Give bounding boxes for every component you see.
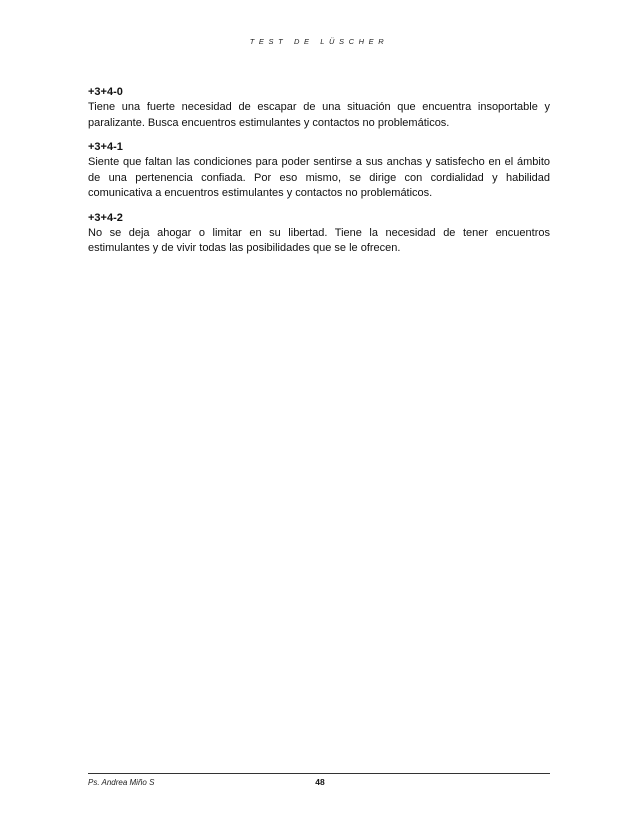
running-header: TEST DE LÜSCHER: [249, 37, 389, 46]
entry-block: [88, 141, 550, 202]
entry-block: [88, 86, 550, 131]
entry-code: +3+4-1: [88, 141, 123, 153]
entry-text: Siente que faltan las condiciones para poder sentirse a sus anchas y satisfecho en el ámbito de una pertenencia confiada. Por eso mismo, se dirige con cordialidad y habilidad comunicativa a encuentros estimulantes y contactos no problemáticos.: [88, 156, 550, 199]
footer-author: Ps. Andrea Miño S: [88, 778, 155, 787]
footer-divider: [88, 773, 550, 774]
entry-code: +3+4-0: [88, 86, 123, 98]
page-number: 48: [315, 777, 325, 787]
entry-text: Tiene una fuerte necesidad de escapar de una situación que encuentra insoportable y paralizante. Busca encuentros estimulantes y contactos no problemáticos.: [88, 101, 550, 129]
entry-code: +3+4-2: [88, 211, 123, 224]
entry-block: [88, 212, 550, 257]
entry-text: No se deja ahogar o limitar en su libertad. Tiene la necesidad de tener encuentros estimulantes y de vivir todas las posibilidades que se le ofrecen.: [88, 226, 550, 254]
page-body: [88, 86, 550, 267]
